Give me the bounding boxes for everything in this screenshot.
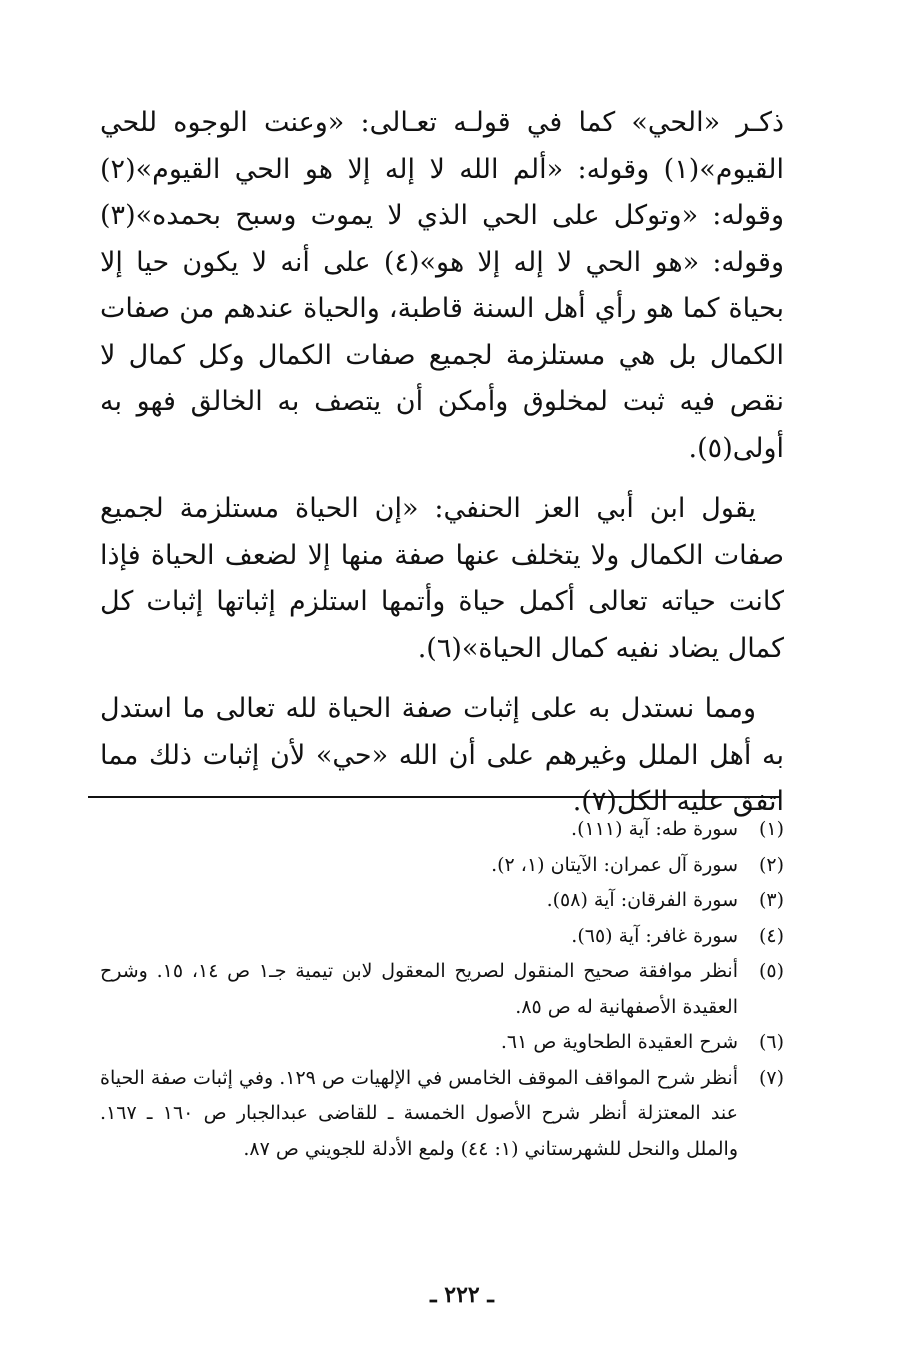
footnote-divider: [88, 796, 780, 798]
paragraph-3: ومما نستدل به على إثبات صفة الحياة لله تعالى ما استدل به أهل الملل وغيرهم على أن الله «حي» لأن إثبات ذلك مما اتفق عليه الكل(٧).: [100, 693, 784, 817]
footnote-2: [100, 848, 784, 884]
footnote-text: أنظر موافقة صحيح المنقول لصريح المعقول لابن تيمية جـ١ ص ١٤، ١٥. وشرح العقيدة الأصفهانية له ص ٨٥.: [100, 960, 738, 1018]
footnote-text: سورة الفرقان: آية (٥٨).: [546, 889, 738, 911]
footnote-text: سورة طه: آية (١١١).: [571, 818, 738, 840]
footnote-text: شرح العقيدة الطحاوية ص ٦١.: [500, 1031, 738, 1053]
footnote-number: (٦): [758, 1031, 784, 1053]
main-text: [100, 100, 784, 840]
paragraph-1: ذكـر «الحي» كما في قولـه تعـالى: «وعنت الوجوه للحي القيوم»(١) وقوله: «ألم الله لا إله إلا هو الحي القيوم»(٢) وقوله: «وتوكل على الحي الذي لا يموت وسبح بحمده»(٣) وقوله: «هو الحي لا إله إلا هو»(٤) على أنه لا يكون حيا إلا بحياة كما هو رأي أهل السنة قاطبة، والحياة عندهم من صفات الكمال بل هي مستلزمة لجميع صفات الكمال وكل كمال لا نقص فيه ثبت لمخلوق وأمكن أن يتصف به الخالق فهو به أولى(٥).: [100, 107, 785, 464]
page-number: ـ ٢٢٢ ـ: [430, 1282, 494, 1308]
footnote-text: سورة آل عمران: الآيتان (١، ٢).: [491, 853, 738, 876]
footnote-text: أنظر شرح المواقف الموقف الخامس في الإلهيات ص ١٢٩. وفي إثبات صفة الحياة عند المعتزلة أنظر شرح الأصول الخمسة ـ للقاضى عبدالجبار ص ١٦٠ ـ ١٦٧. والملل والنحل للشهرستاني (١: ٤٤) ولمع الأدلة للجويني ص ٨٧.: [100, 1066, 738, 1160]
footnote-4: [100, 919, 784, 955]
footnotes: [100, 812, 784, 1167]
footnote-number: (١): [758, 818, 784, 840]
footnote-5: [100, 954, 784, 1025]
footnote-3: [100, 883, 784, 919]
footnote-text: سورة غافر: آية (٦٥).: [571, 924, 738, 947]
footnote-7: [100, 1061, 784, 1168]
footnote-number: (٤): [758, 924, 784, 947]
footnote-number: (٢): [758, 853, 784, 876]
footnote-number: (٣): [758, 889, 784, 911]
footnote-number: (٧): [758, 1066, 784, 1089]
footnote-number: (٥): [758, 960, 784, 982]
footnote-1: [100, 812, 784, 848]
paragraph-2: يقول ابن أبي العز الحنفي: «إن الحياة مستلزمة لجميع صفات الكمال ولا يتخلف عنها صفة منها إلا لضعف الحياة فإذا كانت حياته تعالى أكمل حياة وأتمها استلزم إثباتها إثبات كل كمال يضاد نفيه كمال الحياة»(٦).: [100, 493, 784, 664]
footnote-6: [100, 1025, 784, 1061]
